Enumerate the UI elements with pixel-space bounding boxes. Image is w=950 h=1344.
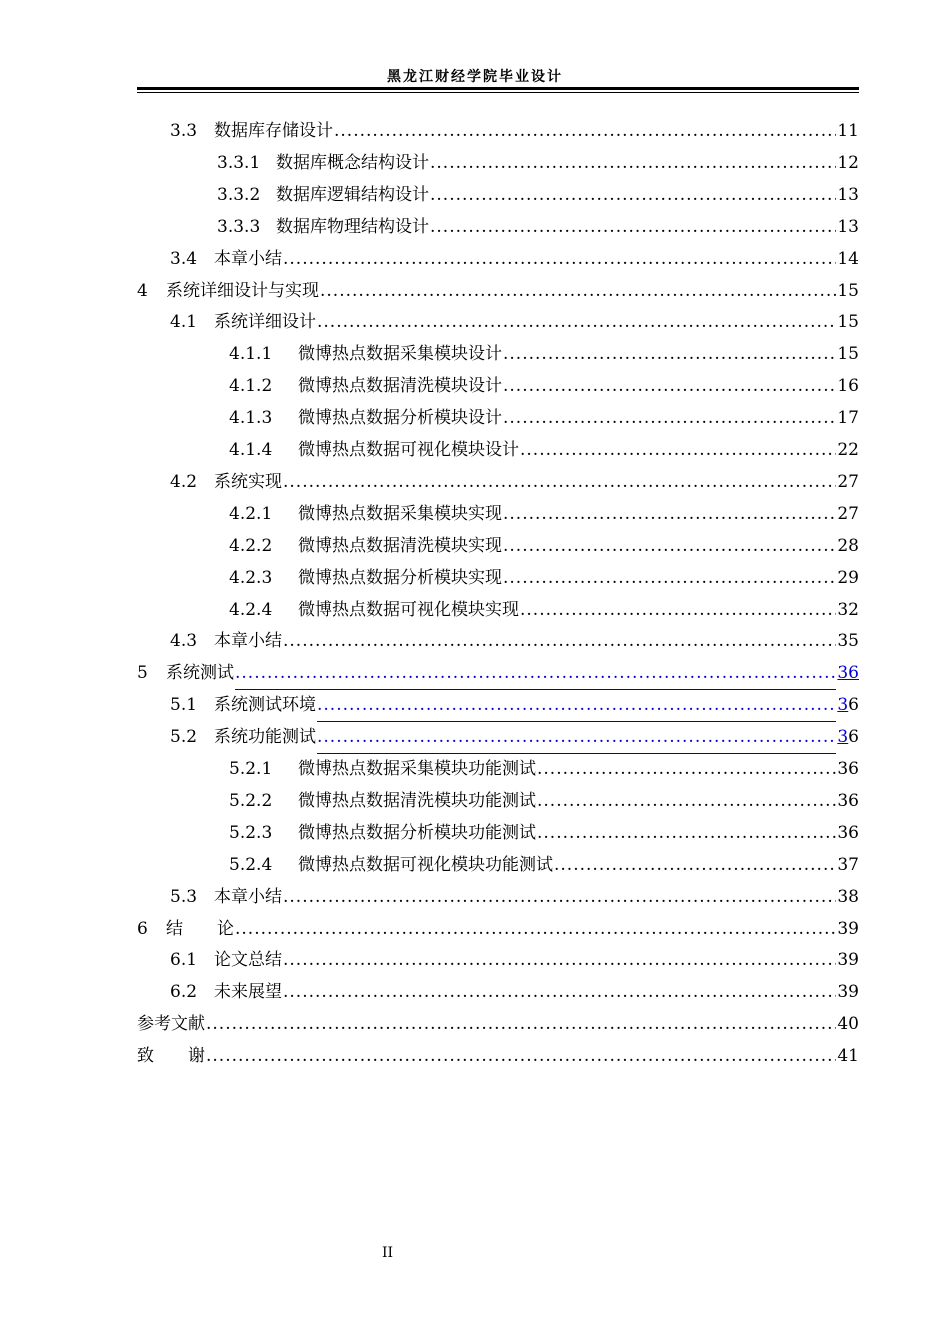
page-number: II bbox=[381, 1245, 394, 1261]
toc-entry-title: 系统功能测试 bbox=[214, 727, 316, 748]
toc-dot-leader bbox=[520, 434, 836, 466]
toc-entry-number: 3.3.3 bbox=[217, 216, 261, 237]
toc-entry-title: 微博热点数据采集模块设计 bbox=[298, 344, 502, 365]
toc-entry[interactable] bbox=[229, 753, 859, 785]
toc-entry-number: 4.1.4 bbox=[229, 440, 273, 460]
toc-entry-title: 微博热点数据分析模块设计 bbox=[298, 408, 502, 429]
toc-entry-number: 5 bbox=[137, 663, 148, 684]
toc-entry[interactable] bbox=[137, 275, 859, 307]
toc-entry-title: 论文总结 bbox=[214, 950, 282, 971]
toc-entry-number: 4.1.3 bbox=[229, 408, 273, 429]
toc-entry[interactable] bbox=[170, 976, 859, 1008]
toc-entry-page: 39 bbox=[837, 950, 859, 971]
toc-entry-title: 致 谢 bbox=[137, 1046, 205, 1067]
toc-entry-page: 37 bbox=[837, 854, 859, 875]
toc-entry[interactable] bbox=[170, 689, 859, 721]
toc-entry-page: 35 bbox=[837, 631, 859, 652]
toc-dot-leader bbox=[503, 562, 836, 594]
toc-dot-leader bbox=[283, 466, 836, 498]
toc-entry-number: 5.1 bbox=[170, 695, 198, 716]
toc-entry-number: 3.3.2 bbox=[217, 184, 261, 205]
toc-entry-page: 13 bbox=[837, 184, 859, 205]
toc-dot-leader bbox=[554, 849, 836, 881]
toc-entry-page: 27 bbox=[837, 471, 859, 492]
toc-entry[interactable] bbox=[170, 625, 859, 657]
toc-entry-title: 微博热点数据分析模块功能测试 bbox=[298, 822, 536, 843]
toc-dot-leader bbox=[537, 785, 836, 817]
toc-entry-title: 微博热点数据可视化模块功能测试 bbox=[298, 854, 553, 875]
toc-entry-number: 4.2.2 bbox=[229, 535, 273, 556]
toc-dot-leader bbox=[206, 1040, 836, 1072]
toc-entry-page: 40 bbox=[837, 1014, 859, 1035]
toc-entry-page: 32 bbox=[837, 599, 859, 620]
toc-entry[interactable] bbox=[137, 1040, 859, 1072]
toc-entry-title: 微博热点数据采集模块功能测试 bbox=[298, 759, 536, 779]
toc-entry-title: 系统详细设计 bbox=[214, 312, 316, 333]
toc-entry-title: 结 论 bbox=[166, 918, 234, 939]
header-rule-thin bbox=[137, 92, 859, 93]
toc-entry[interactable] bbox=[137, 1008, 859, 1040]
toc-entry-number: 4.2.1 bbox=[229, 503, 273, 524]
toc-entry[interactable] bbox=[217, 211, 859, 243]
toc-entry-title: 微博热点数据采集模块实现 bbox=[298, 503, 502, 524]
toc-entry-page: 14 bbox=[837, 248, 859, 269]
header-rule-thick bbox=[137, 87, 859, 90]
toc-entry-page: 15 bbox=[837, 344, 859, 365]
toc-entry-number: 6.2 bbox=[170, 982, 198, 1003]
toc-entry-title: 数据库存储设计 bbox=[214, 121, 333, 141]
toc-entry-number: 4.2.4 bbox=[229, 599, 273, 620]
toc-dot-leader bbox=[430, 179, 836, 211]
running-header: 黑龙江财经学院毕业设计 bbox=[387, 69, 563, 85]
toc-entry-title: 系统测试 bbox=[166, 663, 234, 684]
toc-entry-page: 36 bbox=[837, 822, 859, 843]
toc-entry-number: 4.1.2 bbox=[229, 376, 273, 397]
toc-entry[interactable] bbox=[229, 434, 859, 466]
toc-entry-page: 12 bbox=[837, 152, 859, 173]
toc-entry[interactable] bbox=[170, 466, 859, 498]
toc-entry-title: 数据库概念结构设计 bbox=[276, 152, 429, 173]
toc-entry-number: 5.2 bbox=[170, 727, 198, 748]
toc-entry-number: 4.1.1 bbox=[229, 344, 273, 365]
toc-entry-number: 6 bbox=[137, 918, 148, 939]
toc-entry-page: 36 bbox=[837, 727, 859, 748]
toc-dot-leader bbox=[520, 594, 836, 626]
toc-dot-leader bbox=[317, 689, 836, 722]
toc-entry[interactable] bbox=[229, 498, 859, 530]
toc-entry-title: 微博热点数据清洗模块功能测试 bbox=[298, 790, 536, 811]
toc-entry-title: 数据库逻辑结构设计 bbox=[276, 184, 429, 205]
toc-entry[interactable] bbox=[229, 817, 859, 849]
toc-entry[interactable] bbox=[170, 944, 859, 976]
toc-entry-title: 数据库物理结构设计 bbox=[276, 216, 429, 237]
toc-entry-title: 参考文献 bbox=[137, 1014, 205, 1035]
toc-entry[interactable] bbox=[170, 243, 859, 275]
toc-entry-page: 28 bbox=[837, 535, 859, 556]
toc-entry-title: 本章小结 bbox=[214, 631, 282, 652]
toc-entry-title: 微博热点数据清洗模块实现 bbox=[298, 535, 502, 556]
toc-entry[interactable] bbox=[229, 785, 859, 817]
toc-entry[interactable] bbox=[229, 562, 859, 594]
toc-entry[interactable] bbox=[170, 881, 859, 913]
toc-entry-title: 未来展望 bbox=[214, 982, 282, 1003]
toc-entry[interactable] bbox=[229, 849, 859, 881]
toc-dot-leader bbox=[235, 913, 836, 945]
toc-entry-title: 本章小结 bbox=[214, 886, 282, 907]
toc-dot-leader bbox=[503, 498, 836, 530]
toc-entry-number: 4.1 bbox=[170, 312, 198, 333]
toc-entry-number: 4.2.3 bbox=[229, 567, 273, 588]
toc-entry-page: 29 bbox=[837, 567, 859, 588]
toc-entry-page: 13 bbox=[837, 216, 859, 237]
toc-entry[interactable] bbox=[229, 370, 859, 402]
toc-dot-leader bbox=[503, 338, 836, 370]
toc-entry-title: 系统测试环境 bbox=[214, 695, 316, 716]
toc-entry[interactable] bbox=[217, 147, 859, 179]
toc-dot-leader bbox=[206, 1008, 836, 1040]
toc-entry-number: 5.3 bbox=[170, 886, 198, 907]
toc-dot-leader bbox=[503, 370, 836, 402]
toc-dot-leader bbox=[283, 976, 836, 1008]
toc-dot-leader bbox=[537, 753, 836, 785]
toc-dot-leader bbox=[537, 817, 836, 849]
toc-entry-title: 系统实现 bbox=[214, 471, 282, 492]
toc-dot-leader bbox=[503, 530, 836, 562]
toc-entry[interactable] bbox=[229, 402, 859, 434]
toc-entry-page: 16 bbox=[837, 376, 859, 397]
toc-entry-number: 5.2.2 bbox=[229, 790, 273, 811]
toc-entry[interactable] bbox=[170, 306, 859, 338]
toc-entry-page: 39 bbox=[837, 982, 859, 1003]
toc-entry-page: 38 bbox=[837, 886, 859, 907]
toc-entry-page: 15 bbox=[837, 312, 859, 333]
toc-entry-number: 3.3.1 bbox=[217, 152, 261, 173]
toc-dot-leader bbox=[430, 147, 836, 179]
toc-entry[interactable] bbox=[137, 913, 859, 945]
toc-entry[interactable] bbox=[170, 115, 859, 147]
toc-entry-page: 17 bbox=[837, 408, 859, 429]
toc-dot-leader bbox=[503, 402, 836, 434]
toc-entry-page: 36 bbox=[837, 695, 859, 716]
toc-entry-number: 4.2 bbox=[170, 471, 198, 492]
toc-entry-title: 本章小结 bbox=[214, 248, 282, 269]
toc-dot-leader bbox=[283, 881, 836, 913]
toc-entry-number: 6.1 bbox=[170, 950, 198, 971]
toc-entry-number: 3.4 bbox=[170, 248, 198, 269]
toc-dot-leader bbox=[283, 625, 836, 657]
toc-entry-page: 36 bbox=[837, 790, 859, 811]
toc-dot-leader bbox=[320, 275, 836, 307]
toc-entry-page: 36 bbox=[837, 663, 859, 684]
toc-entry-title: 系统详细设计与实现 bbox=[166, 280, 319, 301]
toc-dot-leader bbox=[283, 944, 836, 976]
toc-entry-title: 微博热点数据清洗模块设计 bbox=[298, 376, 502, 397]
toc-entry-title: 微博热点数据分析模块实现 bbox=[298, 567, 502, 588]
toc-entry-number: 5.2.1 bbox=[229, 759, 273, 779]
toc-entry-page: 22 bbox=[837, 440, 859, 460]
toc-entry[interactable] bbox=[217, 179, 859, 211]
toc-entry-number: 4.3 bbox=[170, 631, 198, 652]
toc-entry[interactable] bbox=[229, 338, 859, 370]
toc-entry-number: 4 bbox=[137, 280, 148, 301]
toc-entry-page: 36 bbox=[837, 759, 859, 779]
toc-dot-leader bbox=[283, 243, 836, 275]
toc-dot-leader bbox=[317, 306, 836, 338]
toc-entry-title: 微博热点数据可视化模块实现 bbox=[298, 599, 519, 620]
toc-dot-leader bbox=[430, 211, 836, 243]
toc-entry-page: 15 bbox=[837, 280, 859, 301]
toc-dot-leader bbox=[235, 657, 836, 690]
toc-entry-number: 5.2.4 bbox=[229, 854, 273, 875]
toc-entry[interactable] bbox=[229, 530, 859, 562]
toc-entry-page: 39 bbox=[837, 918, 859, 939]
toc-entry[interactable] bbox=[170, 721, 859, 753]
toc-entry-page: 27 bbox=[837, 503, 859, 524]
toc-entry-number: 5.2.3 bbox=[229, 822, 273, 843]
toc-entry-title: 微博热点数据可视化模块设计 bbox=[298, 440, 519, 460]
toc-dot-leader bbox=[334, 115, 836, 147]
toc-entry-page: 41 bbox=[837, 1046, 859, 1067]
toc-entry[interactable] bbox=[229, 594, 859, 626]
toc-entry[interactable] bbox=[137, 657, 859, 689]
toc-dot-leader bbox=[317, 721, 836, 754]
toc-entry-number: 3.3 bbox=[170, 121, 198, 141]
toc-entry-page: 11 bbox=[837, 121, 859, 141]
